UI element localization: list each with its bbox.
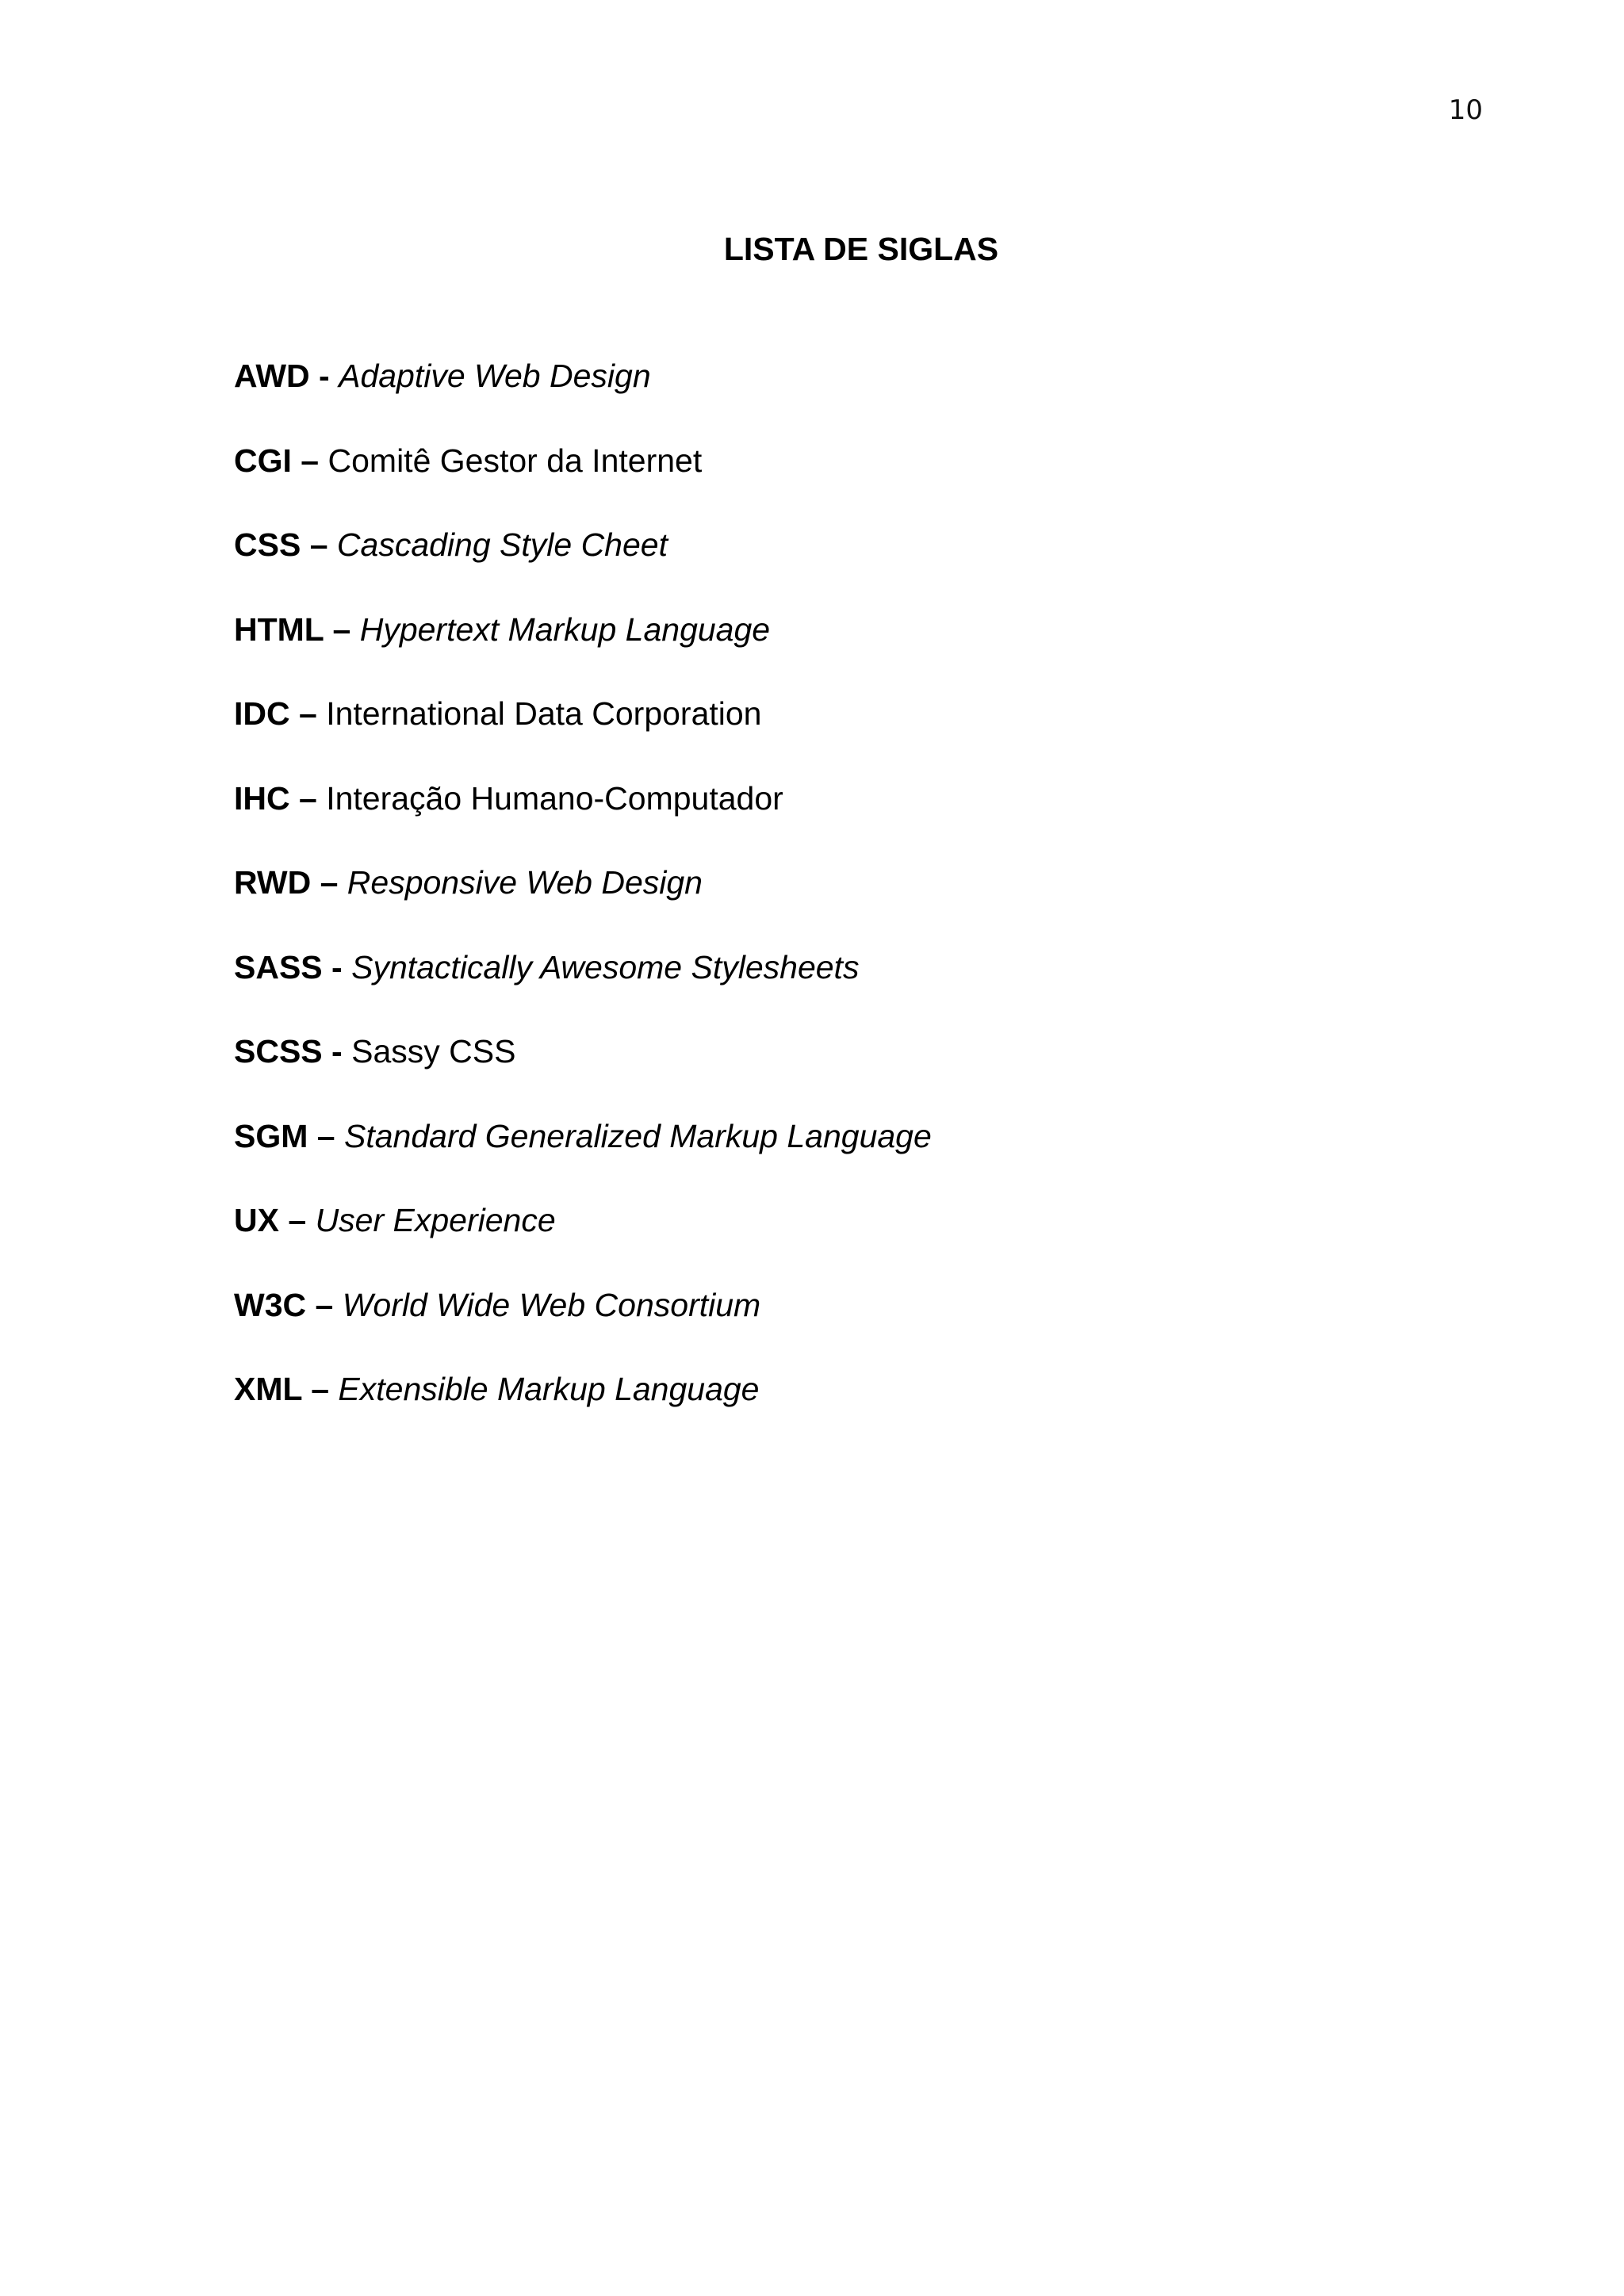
acronym-expansion: International Data Corporation <box>326 695 762 732</box>
acronym-expansion: Cascading Style Cheet <box>336 526 668 563</box>
acronym-item-ux <box>234 1201 932 1286</box>
acronym-abbr: W3C <box>234 1286 307 1323</box>
acronym-abbr: SGM <box>234 1117 308 1154</box>
acronym-item-xml <box>234 1370 932 1455</box>
acronym-separator: - <box>322 948 352 985</box>
acronym-expansion: Hypertext Markup Language <box>359 610 771 648</box>
acronym-list <box>234 357 932 1455</box>
acronym-expansion: Adaptive Web Design <box>339 358 651 394</box>
acronym-item-awd <box>234 357 932 442</box>
acronym-expansion: User Experience <box>315 1202 556 1238</box>
acronym-separator: – <box>324 610 360 648</box>
acronym-expansion: Extensible Markup Language <box>338 1371 760 1407</box>
acronym-item-ihc <box>234 779 932 864</box>
acronym-abbr: IDC <box>234 695 290 732</box>
acronym-abbr: SCSS <box>234 1033 323 1070</box>
acronym-separator: – <box>306 1286 343 1323</box>
acronym-expansion: Syntactically Awesome Stylesheets <box>351 948 860 985</box>
acronym-separator: - <box>309 358 339 394</box>
acronym-item-idc <box>234 695 932 779</box>
acronym-item-sgm <box>234 1117 932 1202</box>
acronym-abbr: SASS <box>234 948 323 985</box>
acronym-separator: – <box>301 1371 339 1407</box>
acronym-expansion: Sassy CSS <box>351 1033 516 1070</box>
acronym-item-cgi <box>234 442 932 526</box>
acronym-item-w3c <box>234 1286 932 1371</box>
acronym-separator: – <box>278 1202 316 1238</box>
page-number: 10 <box>1448 94 1483 126</box>
acronym-separator: – <box>289 779 327 817</box>
acronym-abbr: CGI <box>234 442 292 479</box>
acronym-separator: – <box>311 864 347 901</box>
acronym-separator: – <box>291 442 328 479</box>
acronym-expansion: Standard Generalized Markup Language <box>344 1117 932 1154</box>
acronym-abbr: UX <box>234 1202 279 1238</box>
acronym-expansion: Responsive Web Design <box>347 864 703 901</box>
acronym-item-scss <box>234 1032 932 1117</box>
acronym-abbr: RWD <box>234 864 312 901</box>
acronym-abbr: IHC <box>234 779 290 817</box>
page-title: LISTA DE SIGLAS <box>723 231 999 267</box>
acronym-separator: – <box>289 695 327 732</box>
acronym-abbr: HTML <box>234 610 324 648</box>
acronym-separator: - <box>322 1033 352 1070</box>
acronym-separator: – <box>301 526 337 563</box>
acronym-expansion: World Wide Web Consortium <box>342 1286 761 1323</box>
acronym-abbr: CSS <box>234 526 301 563</box>
acronym-abbr: XML <box>234 1371 302 1407</box>
acronym-expansion: Comitê Gestor da Internet <box>327 442 703 479</box>
acronym-item-rwd <box>234 863 932 948</box>
acronym-item-css <box>234 526 932 610</box>
acronym-item-html <box>234 610 932 695</box>
acronym-expansion: Interação Humano-Computador <box>326 779 783 817</box>
acronym-abbr: AWD <box>234 358 310 394</box>
acronym-separator: – <box>308 1117 344 1154</box>
acronym-item-sass <box>234 948 932 1033</box>
